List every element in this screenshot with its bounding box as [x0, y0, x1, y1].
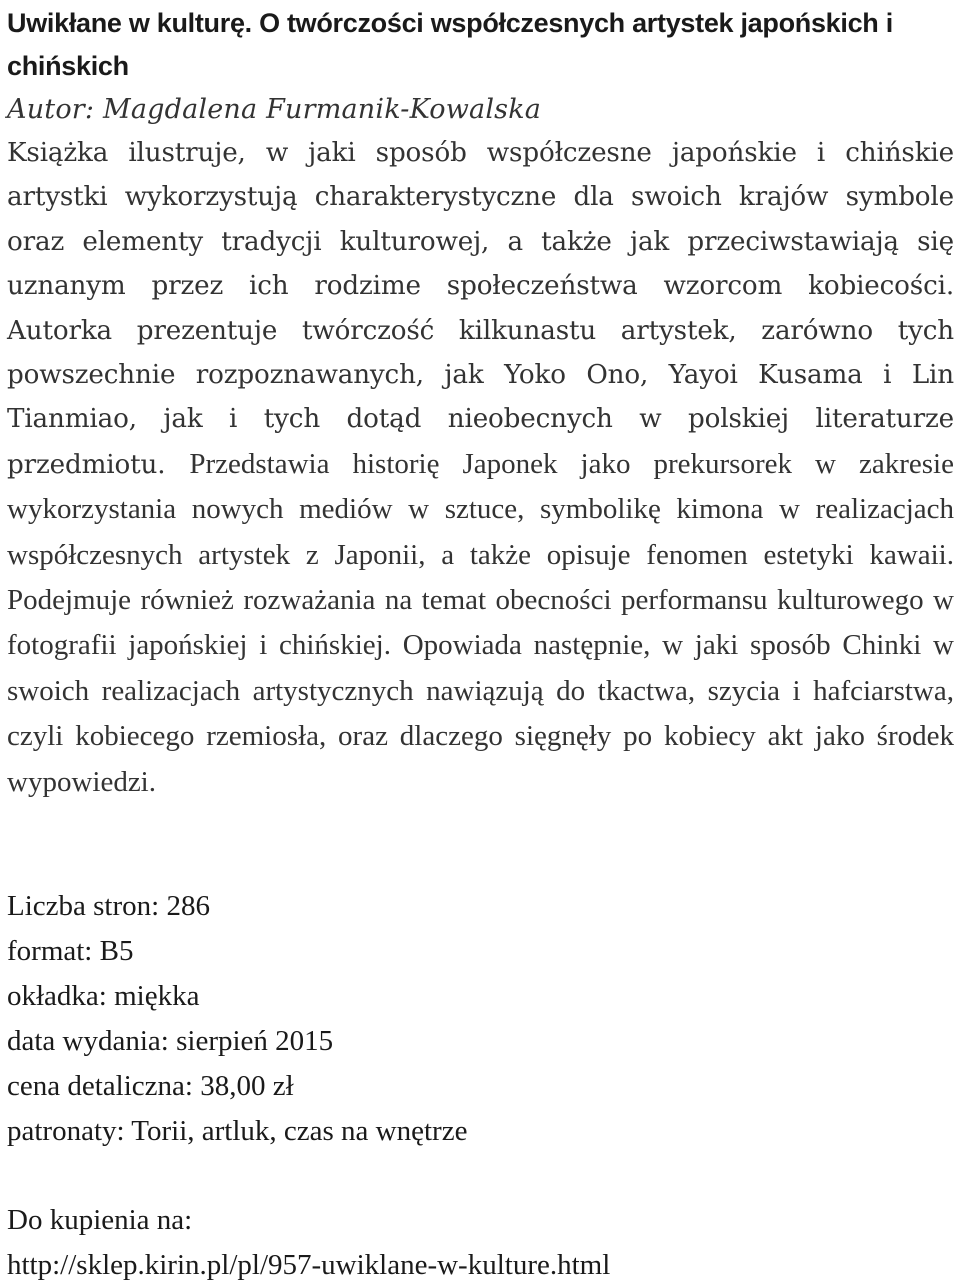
detail-patrons: patronaty: Torii, artluk, czas na wnętrze — [7, 1115, 468, 1147]
detail-price: cena detaliczna: 38,00 zł — [7, 1070, 294, 1102]
detail-release-date: data wydania: sierpień 2015 — [7, 1025, 334, 1057]
book-description — [7, 131, 954, 805]
description-part-2: Przedstawia historię Japonek jako prekursorek w zakresie wykorzystania nowych mediów w sztuce, symbolikę kimona w realizacjach współczesnych artystek z Japonii, a także opisuje fenomen estetyki kawaii. Podejmuje również rozważania na temat obecności performansu kulturowego w fotografii japońskiej i chińskiej. Opowiada następnie, w jaki sposób Chinki w swoich realizacjach artystycznych nawiązują do tkactwa, szycia i hafciarstwa, czyli kobiecego rzemiosła, oraz dlaczego sięgnęły po kobiecy akt jako środek wypowiedzi. — [7, 447, 954, 798]
purchase-link[interactable]: http://sklep.kirin.pl/pl/957-uwiklane-w-kulture.html — [7, 1249, 611, 1281]
detail-pages: Liczba stron: 286 — [7, 890, 210, 922]
book-title: Uwikłane w kulturę. O twórczości współczesnych artystek japońskich i chińskich — [7, 8, 893, 81]
detail-cover: okładka: miękka — [7, 980, 200, 1012]
book-details-list — [7, 884, 467, 1154]
book-author: Autor: Magdalena Furmanik-Kowalska — [7, 94, 542, 125]
purchase-label: Do kupienia na: — [7, 1204, 193, 1236]
detail-format: format: B5 — [7, 935, 134, 967]
description-part-1: Książka ilustruje, w jaki sposób współczesne japońskie i chińskie artystki wykorzystują charakterystyczne dla swoich krajów symbole oraz elementy tradycji kulturowej, a także jak przeciwstawiają się uznanym przez ich rodzime społeczeństwa wzorcom kobiecości. Autorka prezentuje twórczość kilkunastu artystek, zarówno tych powszechnie rozpoznawanych, jak Yoko Ono, Yayoi Kusama i Lin Tianmiao, jak i tych dotąd nieobecnych w polskiej literaturze przedmiotu. — [7, 138, 954, 480]
purchase-section — [7, 1198, 610, 1288]
